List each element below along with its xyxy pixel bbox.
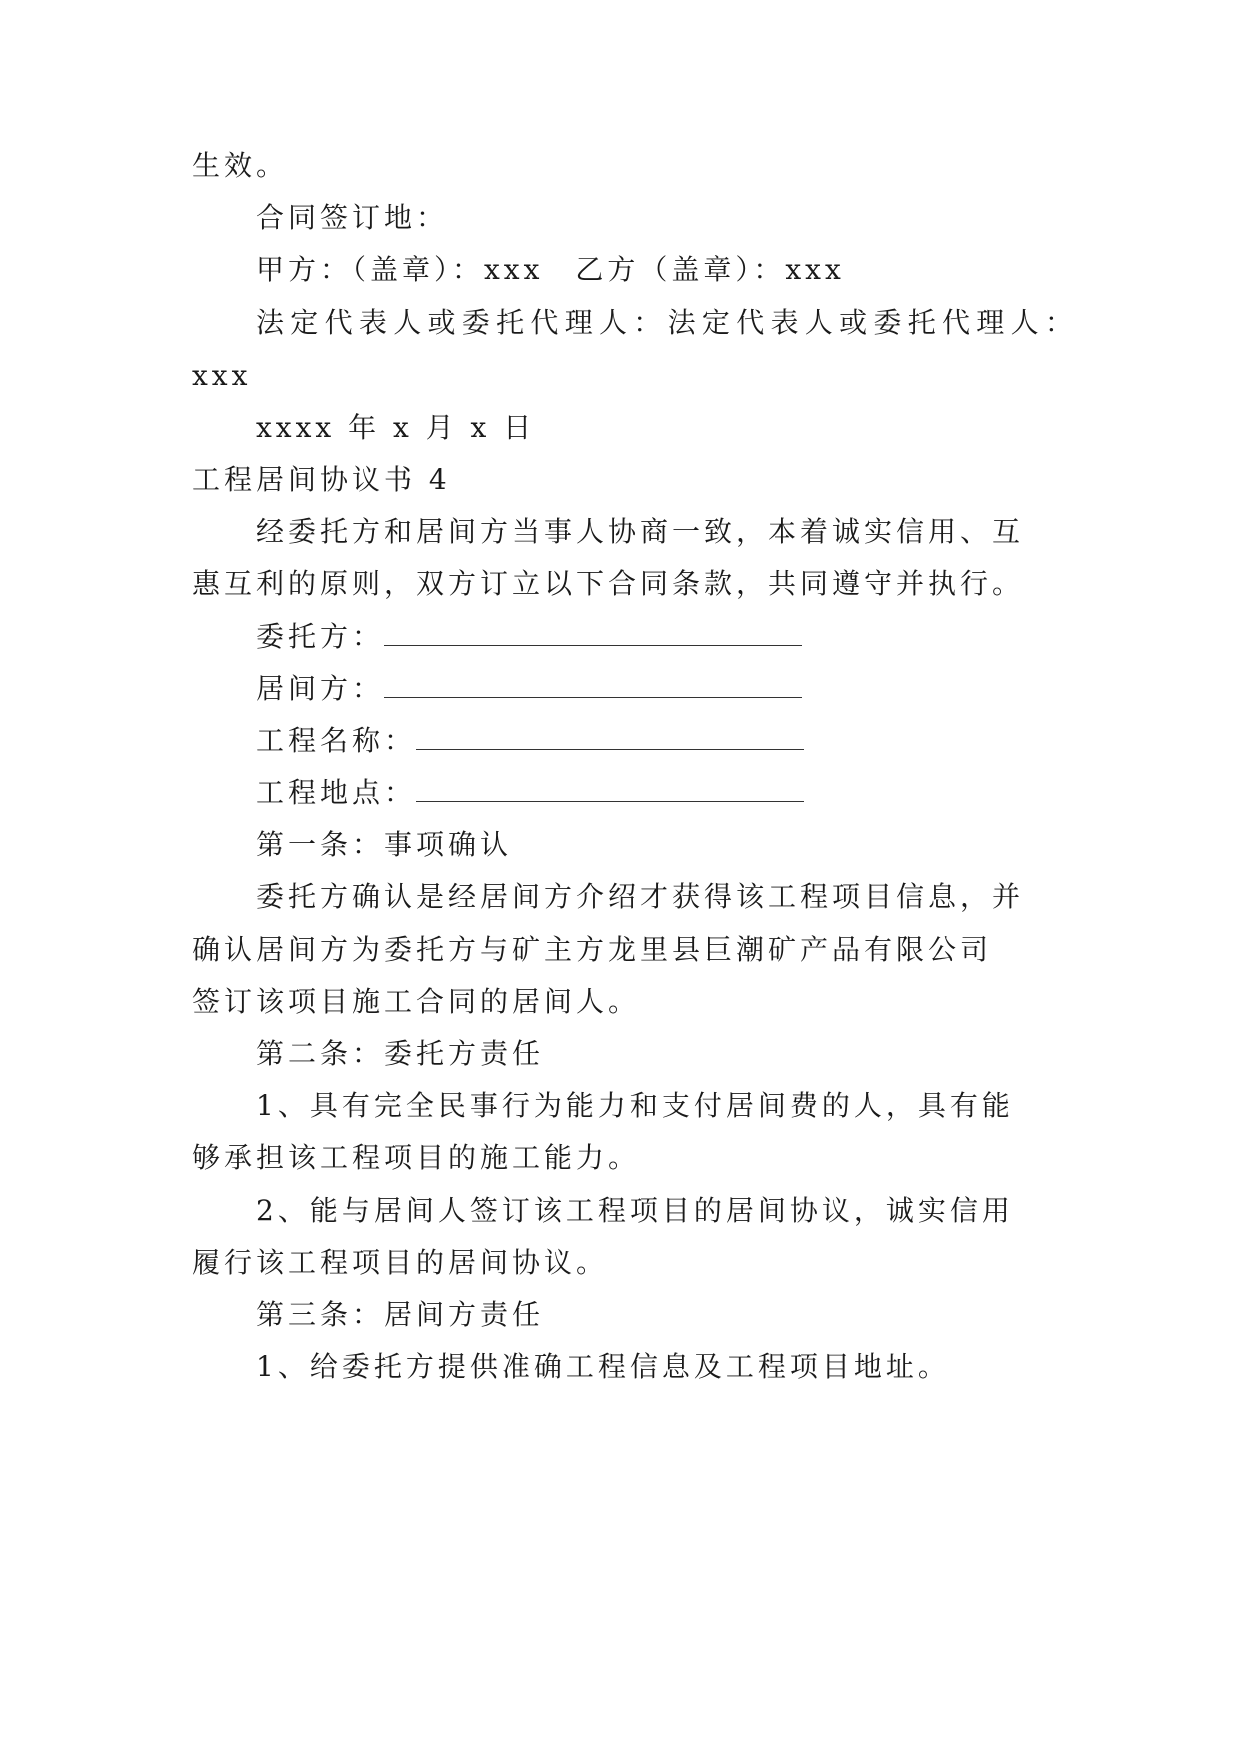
representative-name: xxx (192, 359, 252, 392)
project-site-field (256, 773, 1076, 813)
article-1-heading: 第一条：事项确认 (256, 828, 513, 861)
project-site-label: 工程地点： (256, 776, 417, 809)
article-3-heading: 第三条：居间方责任 (256, 1298, 545, 1331)
article-1-line-2: 确认居间方为委托方与矿主方龙里县巨潮矿产品有限公司 (192, 933, 993, 966)
representative-line: 法定代表人或委托代理人：法定代表人或委托代理人： (256, 306, 1080, 339)
intro-paragraph-line-1: 经委托方和居间方当事人协商一致，本着诚实信用、互 (256, 515, 1025, 548)
agreement-title: 工程居间协议书 4 (192, 463, 451, 496)
signing-date: xxxx 年 x 月 x 日 (256, 411, 536, 444)
broker-label: 居间方： (256, 672, 385, 705)
article-2-item-2-line-1: 2、能与居间人签订该工程项目的居间协议，诚实信用 (256, 1194, 1014, 1227)
article-2-heading: 第二条：委托方责任 (256, 1037, 545, 1070)
article-1-line-1: 委托方确认是经居间方介绍才获得该工程项目信息，并 (256, 880, 1025, 913)
broker-blank (384, 675, 802, 698)
signing-place: 合同签订地： (256, 201, 449, 234)
client-label: 委托方： (256, 620, 385, 653)
article-2-item-1-line-2: 够承担该工程项目的施工能力。 (192, 1141, 641, 1174)
paragraph-fragment: 生效。 (192, 149, 289, 182)
parties-signature-line: 甲方：（盖章）：xxx 乙方（盖章）：xxx (256, 253, 845, 286)
intro-paragraph-line-2: 惠互利的原则，双方订立以下合同条款，共同遵守并执行。 (192, 567, 1025, 600)
project-site-blank (416, 779, 804, 802)
article-2-item-2-line-2: 履行该工程项目的居间协议。 (192, 1246, 609, 1279)
article-3-item-1: 1、给委托方提供准确工程信息及工程项目地址。 (256, 1350, 950, 1383)
article-2-item-1-line-1: 1、具有完全民事行为能力和支付居间费的人，具有能 (256, 1089, 1014, 1122)
project-name-label: 工程名称： (256, 724, 417, 757)
broker-field (256, 669, 1076, 709)
client-field (256, 617, 1076, 657)
project-name-blank (416, 727, 804, 750)
client-blank (384, 623, 802, 646)
article-1-line-3: 签订该项目施工合同的居间人。 (192, 985, 641, 1018)
project-name-field (256, 721, 1076, 761)
